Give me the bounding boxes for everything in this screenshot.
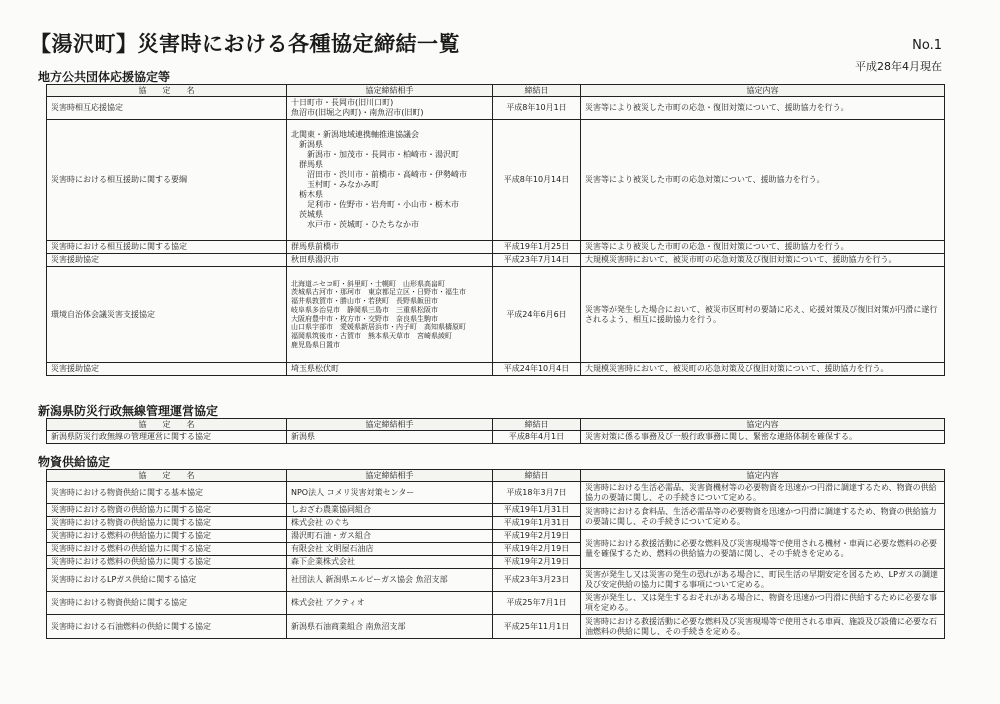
agreement-name: 災害時における石油燃料の供給に関する協定 — [47, 615, 287, 639]
agreement-partner: 埼玉県松伏町 — [287, 363, 493, 376]
agreement-partner: 株式会社 アクティオ — [287, 592, 493, 615]
header-name: 協 定 名 — [47, 470, 287, 482]
header-date: 締結日 — [493, 470, 581, 482]
agreement-content: 災害等により被災した市町の応急・復旧対策について、援助協力を行う。 — [581, 97, 945, 120]
as-of-date: 平成28年4月現在 — [855, 60, 942, 73]
table-row — [47, 267, 945, 363]
agreement-content: 災害対策に係る事務及び一般行政事務に関し、緊密な連絡体制を確保する。 — [581, 431, 945, 444]
agreement-partner: 森下企業株式会社 — [287, 556, 493, 569]
table-row — [47, 120, 945, 241]
table-row — [47, 592, 945, 615]
agreement-name: 災害時における燃料の供給協力に関する協定 — [47, 530, 287, 543]
agreements-table — [46, 84, 945, 376]
agreement-partner: 有限会社 文明屋石油店 — [287, 543, 493, 556]
agreement-content: 大規模災害時において、被災町の応急対策及び復旧対策について、援助協力を行う。 — [581, 363, 945, 376]
agreement-partner: 新潟県 — [287, 431, 493, 444]
header-partner: 協定締結相手 — [287, 85, 493, 97]
table-header-row — [47, 85, 945, 97]
agreement-name: 新潟県防災行政無線の管理運営に関する協定 — [47, 431, 287, 444]
agreement-date: 平成19年1月31日 — [493, 504, 581, 517]
agreement-name: 災害時における相互援助に関する要綱 — [47, 120, 287, 241]
agreement-date: 平成8年10月14日 — [493, 120, 581, 241]
agreement-content: 災害等が発生した場合において、被災市区町村の要請に応え、応援対策及び復旧対策が円滑に遂行されるよう、相互に援助協力を行う。 — [581, 267, 945, 363]
header-name: 協 定 名 — [47, 85, 287, 97]
header-partner: 協定締結相手 — [287, 470, 493, 482]
agreement-name: 災害時におけるLPガス供給に関する協定 — [47, 569, 287, 592]
document-number: No.1 — [912, 38, 942, 53]
agreement-content: 災害時における救援活動に必要な燃料及び災害現場等で使用される車両、施設及び設備に必要な石油燃料の供給に関し、その手続きを定める。 — [581, 615, 945, 639]
agreement-name: 災害時における物資の供給協力に関する協定 — [47, 504, 287, 517]
table-header-row — [47, 470, 945, 482]
agreement-partner: 十日町市・長岡市(旧川口町) 魚沼市(旧堀之内町)・南魚沼市(旧町) — [287, 97, 493, 120]
agreement-name: 災害援助協定 — [47, 363, 287, 376]
agreement-date: 平成25年7月1日 — [493, 592, 581, 615]
header-name: 協 定 名 — [47, 419, 287, 431]
agreement-partner: 秋田県湯沢市 — [287, 254, 493, 267]
table-row — [47, 504, 945, 517]
agreement-name: 災害援助協定 — [47, 254, 287, 267]
table-row — [47, 254, 945, 267]
header-content: 協定内容 — [581, 419, 945, 431]
agreement-partner: NPO法人 コメリ災害対策センター — [287, 482, 493, 504]
agreement-date: 平成19年2月19日 — [493, 543, 581, 556]
agreement-content: 大規模災害時において、被災市町の応急対策及び復旧対策について、援助協力を行う。 — [581, 254, 945, 267]
agreement-name: 災害時相互応援協定 — [47, 97, 287, 120]
table-row — [47, 482, 945, 504]
table-row — [47, 97, 945, 120]
agreement-name: 災害時における物資の供給協力に関する協定 — [47, 517, 287, 530]
agreement-date: 平成19年1月31日 — [493, 517, 581, 530]
agreement-partner: 社団法人 新潟県エルピーガス協会 魚沼支部 — [287, 569, 493, 592]
table-row — [47, 431, 945, 444]
agreement-name: 災害時における物資供給に関する基本協定 — [47, 482, 287, 504]
agreement-date: 平成24年6月6日 — [493, 267, 581, 363]
agreement-content: 災害時における救援活動に必要な燃料及び災害現場等で使用される機材・車両に必要な燃料の必要量を確保するため、燃料の供給協力の要請に関し、その手続きを定める。 — [581, 530, 945, 569]
agreement-partner: 群馬県前橋市 — [287, 241, 493, 254]
agreement-name: 災害時における相互援助に関する協定 — [47, 241, 287, 254]
agreement-partner: 湯沢町石油・ガス組合 — [287, 530, 493, 543]
agreement-content: 災害が発生し又は災害の発生の恐れがある場合に、町民生活の早期安定を図るため、LPガスの調達及び安定供給の協力に関する事項について定める。 — [581, 569, 945, 592]
agreement-partner: しおざわ農業協同組合 — [287, 504, 493, 517]
agreement-partner: 北関東・新潟地域連携軸推進協議会 新潟県 新潟市・加茂市・長岡市・柏崎市・湯沢町 群馬県 沼田市・渋川市・前橋市・高崎市・伊勢崎市 玉村町・みなかみ町 栃木県 足利市・佐野市・岩舟町・小山市・栃木市 茨城県 水戸市・茨城町・ひたちなか市 — [287, 120, 493, 241]
agreement-partner: 新潟県石油商業組合 南魚沼支部 — [287, 615, 493, 639]
agreement-content: 災害等により被災した市町の応急・復旧対策について、援助協力を行う。 — [581, 241, 945, 254]
agreement-content: 災害等により被災した市町の応急対策について、援助協力を行う。 — [581, 120, 945, 241]
agreement-content: 災害が発生し、又は発生するおそれがある場合に、物資を迅速かつ円滑に供給するために必要な事項を定める。 — [581, 592, 945, 615]
header-date: 締結日 — [493, 419, 581, 431]
agreement-date: 平成8年10月1日 — [493, 97, 581, 120]
agreement-partner: 株式会社 のぐち — [287, 517, 493, 530]
header-partner: 協定締結相手 — [287, 419, 493, 431]
agreement-name: 災害時における物資供給に関する協定 — [47, 592, 287, 615]
agreement-date: 平成18年3月7日 — [493, 482, 581, 504]
header-content: 協定内容 — [581, 470, 945, 482]
agreement-content: 災害時における食料品、生活必需品等の必要物資を迅速かつ円滑に調達するため、物資の供給協力の要請に関し、その手続きについて定める。 — [581, 504, 945, 530]
agreement-date: 平成23年7月14日 — [493, 254, 581, 267]
agreement-partner: 北海道ニセコ町・斜里町・士幌町 山形県高畠町 茨城県古河市・那珂市 東京都足立区・日野市・福生市 福井県敦賀市・勝山市・若狭町 長野県飯田市 岐阜県多治見市 静岡県三島市 三重県松阪市 大阪府豊中市・枚方市・交野市 奈良県生駒市 山口県宇部市 愛媛県新居浜市・内子町 高知県檮原町 福岡県筑後市・古賀市 熊本県天草市 宮崎県綾町 鹿児島県日置市 — [287, 267, 493, 363]
agreement-date: 平成19年2月19日 — [493, 556, 581, 569]
table-row — [47, 241, 945, 254]
agreement-name: 災害時における燃料の供給協力に関する協定 — [47, 556, 287, 569]
table-row — [47, 530, 945, 543]
agreement-date: 平成19年2月19日 — [493, 530, 581, 543]
section-heading: 地方公共団体応援協定等 — [38, 70, 171, 84]
agreement-name: 災害時における燃料の供給協力に関する協定 — [47, 543, 287, 556]
section-heading: 物資供給協定 — [38, 455, 111, 469]
table-row — [47, 569, 945, 592]
agreement-name: 環境自治体会議災害支援協定 — [47, 267, 287, 363]
header-content: 協定内容 — [581, 85, 945, 97]
header-date: 締結日 — [493, 85, 581, 97]
agreement-date: 平成24年10月4日 — [493, 363, 581, 376]
supply-agreements-table — [46, 469, 945, 639]
table-row — [47, 615, 945, 639]
agreement-content: 災害時における生活必需品、災害資機材等の必要物資を迅速かつ円滑に調達するため、物資の供給協力の要請に関し、その手続きについて定める。 — [581, 482, 945, 504]
agreement-date: 平成25年11月1日 — [493, 615, 581, 639]
table-row — [47, 363, 945, 376]
radio-agreement-table — [46, 418, 945, 444]
agreement-date: 平成8年4月1日 — [493, 431, 581, 444]
section-heading: 新潟県防災行政無線管理運営協定 — [38, 404, 219, 418]
page-title: 【湯沢町】災害時における各種協定締結一覧 — [30, 32, 460, 56]
agreement-date: 平成19年1月25日 — [493, 241, 581, 254]
table-header-row — [47, 419, 945, 431]
agreement-date: 平成23年3月23日 — [493, 569, 581, 592]
